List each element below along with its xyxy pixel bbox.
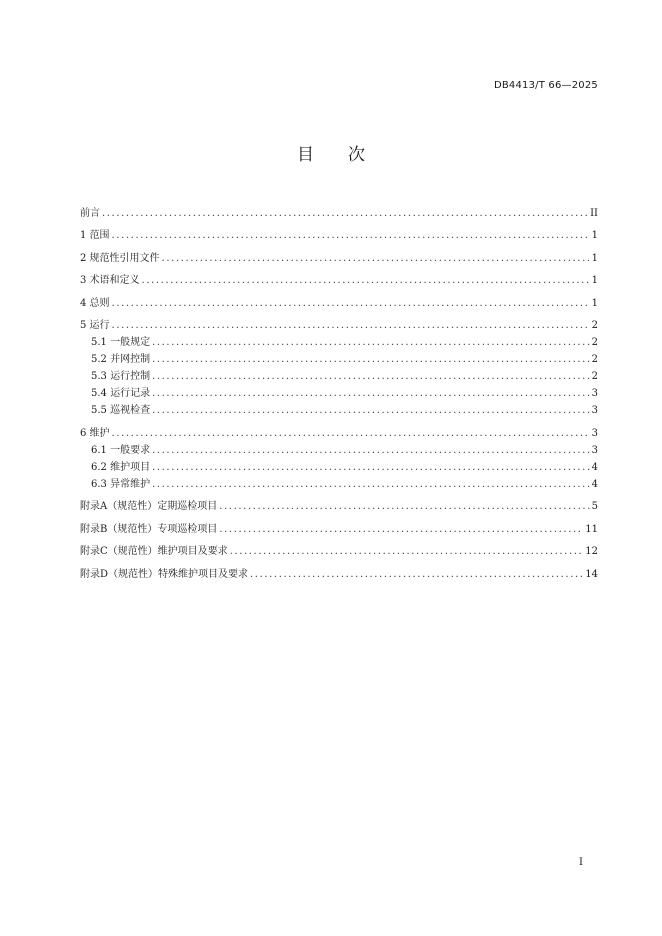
toc-entry-page: 2 — [591, 337, 598, 348]
toc-leader-dots — [250, 566, 583, 583]
toc-leader-dots — [112, 295, 590, 312]
toc-entry-page: 11 — [585, 523, 598, 535]
toc-entry[interactable] — [80, 521, 598, 538]
toc-entry-label: 3 术语和定义 — [80, 275, 140, 286]
toc-entry-label: 附录C（规范性）维护项目及要求 — [80, 546, 228, 557]
toc-entry-page: 3 — [591, 405, 598, 416]
toc-entry[interactable] — [80, 295, 598, 312]
toc-entry-label: 6.1 一般要求 — [91, 444, 151, 456]
toc-entry-page: 2 — [591, 320, 598, 331]
toc-entry[interactable] — [80, 368, 598, 385]
toc-entry-label: 1 范围 — [80, 230, 110, 241]
toc-entry-page: 4 — [591, 478, 598, 490]
toc-entry[interactable] — [80, 442, 598, 459]
toc-leader-dots — [142, 272, 590, 289]
toc-entry[interactable] — [80, 317, 598, 334]
toc-entry-page: 2 — [591, 354, 598, 365]
toc-entry-page: 1 — [591, 230, 598, 241]
toc-entry[interactable] — [80, 227, 598, 244]
toc-entry-page: 3 — [591, 388, 598, 399]
toc-entry-page: 1 — [591, 275, 598, 286]
toc-entry-page: 12 — [585, 546, 598, 557]
toc-leader-dots — [152, 442, 590, 459]
toc-entry[interactable] — [80, 250, 598, 267]
toc-entry-label: 5 运行 — [80, 320, 110, 331]
toc-entry-label: 5.1 一般规定 — [91, 337, 151, 348]
toc-entry-page: 2 — [591, 371, 598, 382]
toc-entry[interactable] — [80, 425, 598, 442]
toc-entry[interactable] — [80, 351, 598, 368]
document-code: DB4413/T 66—2025 — [493, 80, 598, 91]
toc-entry[interactable] — [80, 402, 598, 419]
toc-entry-page: 5 — [591, 501, 598, 512]
toc-entry-page: 14 — [585, 568, 598, 580]
toc-entry-page: 1 — [591, 297, 598, 309]
page-title: 目次 — [297, 145, 399, 165]
toc-entry-page: 1 — [591, 252, 598, 264]
toc-leader-dots — [152, 351, 590, 368]
toc-entry-page: 4 — [591, 461, 598, 473]
toc-entry-label: 5.4 运行记录 — [91, 388, 151, 399]
toc-entry-label: 5.5 巡视检查 — [91, 405, 151, 416]
toc-entry[interactable] — [80, 476, 598, 493]
toc-entry-page: II — [590, 207, 598, 219]
toc-entry-label: 5.3 运行控制 — [91, 371, 151, 382]
toc-leader-dots — [152, 459, 590, 476]
toc-leader-dots — [230, 543, 584, 560]
toc-entry-page: 3 — [591, 427, 598, 439]
toc-entry-label: 6.2 维护项目 — [91, 461, 151, 473]
toc-entry-label: 附录B（规范性）专项巡检项目 — [80, 523, 218, 535]
page-number: I — [579, 857, 583, 868]
toc-entry[interactable] — [80, 566, 598, 583]
toc-leader-dots — [152, 334, 590, 351]
toc-entry[interactable] — [80, 498, 598, 515]
toc-leader-dots — [112, 227, 590, 244]
toc-entry-label: 4 总则 — [80, 297, 110, 309]
toc-leader-dots — [152, 385, 590, 402]
toc-leader-dots — [102, 205, 588, 222]
toc-entry-label: 6.3 异常维护 — [91, 478, 151, 490]
toc-entry[interactable] — [80, 205, 598, 222]
toc-leader-dots — [152, 476, 590, 493]
toc-entry-label: 5.2 并网控制 — [91, 354, 151, 365]
toc-leader-dots — [152, 402, 590, 419]
toc-leader-dots — [219, 498, 589, 515]
table-of-contents — [80, 199, 598, 583]
toc-entry[interactable] — [80, 543, 598, 560]
toc-entry[interactable] — [80, 334, 598, 351]
toc-entry-label: 附录A（规范性）定期巡检项目 — [80, 501, 218, 512]
toc-entry[interactable] — [80, 459, 598, 476]
toc-leader-dots — [152, 368, 590, 385]
toc-leader-dots — [112, 425, 590, 442]
toc-leader-dots — [219, 521, 583, 538]
toc-entry-label: 附录D（规范性）特殊维护项目及要求 — [80, 568, 249, 580]
toc-entry-page: 3 — [591, 444, 598, 456]
toc-leader-dots — [112, 317, 590, 334]
toc-entry[interactable] — [80, 385, 598, 402]
toc-leader-dots — [162, 250, 590, 267]
toc-entry[interactable] — [80, 272, 598, 289]
toc-entry-label: 6 维护 — [80, 427, 110, 439]
toc-entry-label: 前言 — [80, 207, 100, 219]
toc-entry-label: 2 规范性引用文件 — [80, 252, 160, 264]
